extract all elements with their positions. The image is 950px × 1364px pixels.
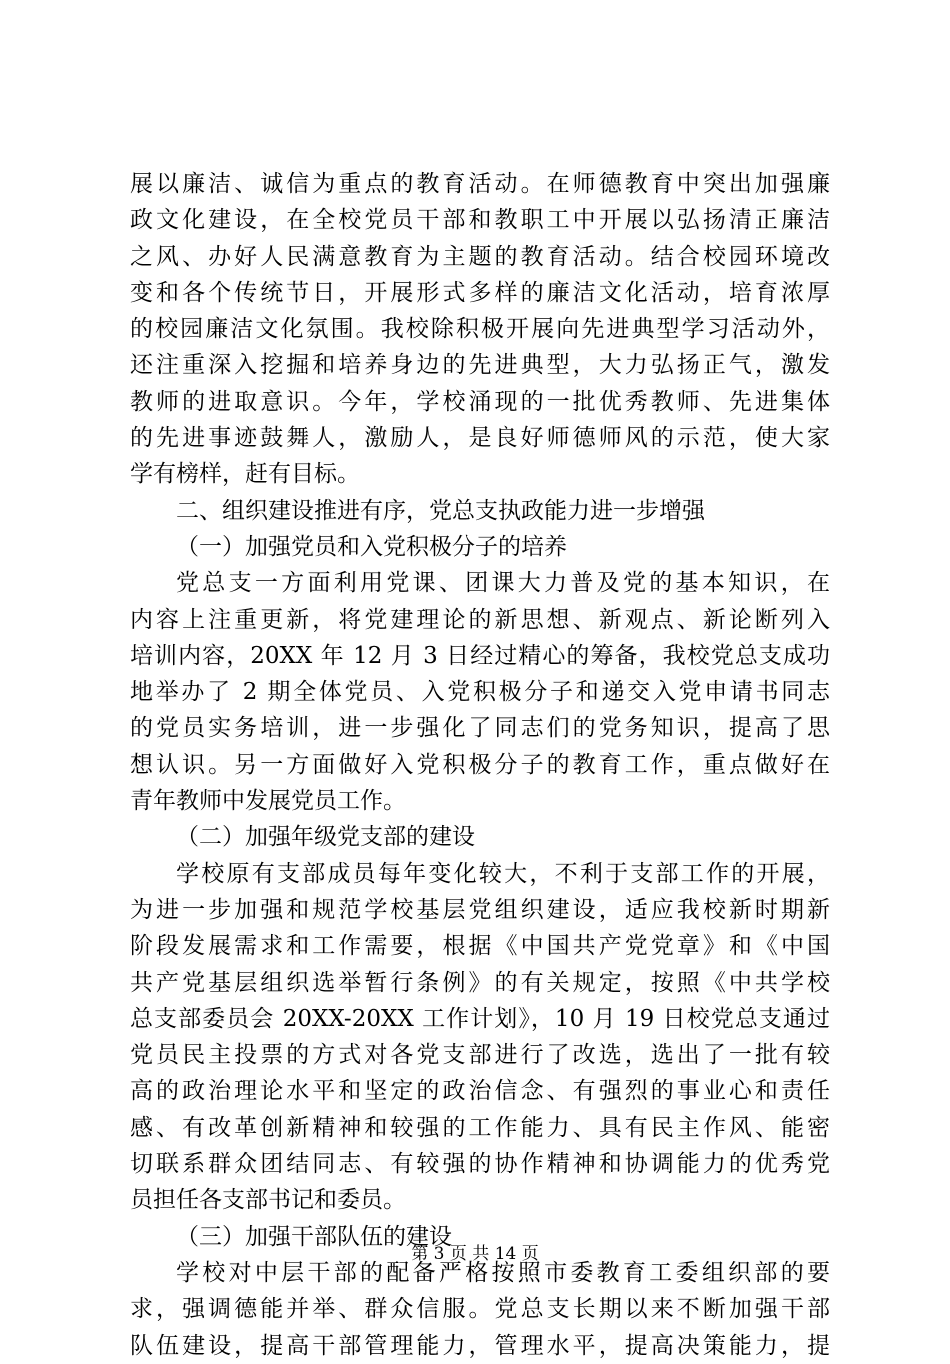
text-line: 共产党基层组织选举暂行条例》的有关规定，按照《中共学校 [130, 969, 830, 996]
text-line: 党总支一方面利用党课、团课大力普及党的基本知识，在 [176, 570, 830, 597]
text-line: 为进一步加强和规范学校基层党组织建设，适应我校新时期新 [130, 896, 830, 923]
document-body [130, 166, 830, 1364]
text-line: 队伍建设，提高干部管理能力，管理水平，提高决策能力，提 [130, 1332, 830, 1359]
text-line: 员担任各支部书记和委员。 [130, 1187, 406, 1214]
text-line: 党员民主投票的方式对各党支部进行了改选，选出了一批有较 [130, 1042, 830, 1069]
text-line: 地举办了 2 期全体党员、入党积极分子和递交入党申请书同志 [130, 679, 830, 706]
text-line: 教师的进取意识。今年，学校涌现的一批优秀教师、先进集体 [130, 388, 830, 415]
text-line: 学校对中层干部的配备严格按照市委教育工委组织部的要 [176, 1259, 830, 1286]
text-line: 高的政治理论水平和坚定的政治信念、有强烈的事业心和责任 [130, 1078, 830, 1105]
text-line: 内容上注重更新，将党建理论的新思想、新观点、新论断列入 [130, 606, 830, 633]
text-line: 展以廉洁、诚信为重点的教育活动。在师德教育中突出加强廉 [130, 171, 830, 197]
text-line: 青年教师中发展党员工作。 [130, 788, 406, 815]
text-line: 培训内容，20XX 年 12 月 3 日经过精心的筹备，我校党总支成功 [130, 642, 830, 669]
text-line: 想认识。另一方面做好入党积极分子的教育工作，重点做好在 [130, 751, 830, 778]
text-line: 学校原有支部成员每年变化较大，不利于支部工作的开展， [176, 860, 830, 887]
text-line: 变和各个传统节日，开展形式多样的廉洁文化活动，培育浓厚 [130, 279, 830, 306]
page-number: 第 3 页 共 14 页 [411, 1244, 539, 1264]
text-line: 政文化建设，在全校党员干部和教职工中开展以弘扬清正廉洁 [130, 207, 830, 234]
text-line: 的先进事迹鼓舞人，激励人，是良好师德师风的示范，使大家 [130, 425, 830, 452]
text-line: 切联系群众团结同志、有较强的协作精神和协调能力的优秀党 [130, 1151, 830, 1178]
subsection-heading: （一）加强党员和入党积极分子的培养 [176, 533, 567, 560]
text-line: 的党员实务培训，进一步强化了同志们的党务知识，提高了思 [130, 715, 830, 742]
text-line: 还注重深入挖掘和培养身边的先进典型，大力弘扬正气，激发 [130, 352, 830, 379]
page-footer [0, 1243, 950, 1265]
text-line: 总支部委员会 20XX-20XX 工作计划》，10 月 19 日校党总支通过 [130, 1005, 830, 1032]
text-line: 求，强调德能并举、群众信服。党总支长期以来不断加强干部 [130, 1296, 830, 1323]
subsection-heading: （二）加强年级党支部的建设 [176, 824, 475, 851]
text-line: 之风、办好人民满意教育为主题的教育活动。结合校园环境改 [130, 243, 830, 270]
text-line: 的校园廉洁文化氛围。我校除积极开展向先进典型学习活动外， [130, 316, 830, 343]
section-heading: 二、组织建设推进有序，党总支执政能力进一步增强 [176, 497, 705, 524]
subsection-heading: （三）加强干部队伍的建设 [176, 1223, 452, 1250]
text-line: 阶段发展需求和工作需要，根据《中国共产党党章》和《中国 [130, 933, 830, 960]
text-line: 感、有改革创新精神和较强的工作能力、具有民主作风、能密 [130, 1114, 830, 1141]
text-line: 学有榜样，赶有目标。 [130, 461, 360, 488]
